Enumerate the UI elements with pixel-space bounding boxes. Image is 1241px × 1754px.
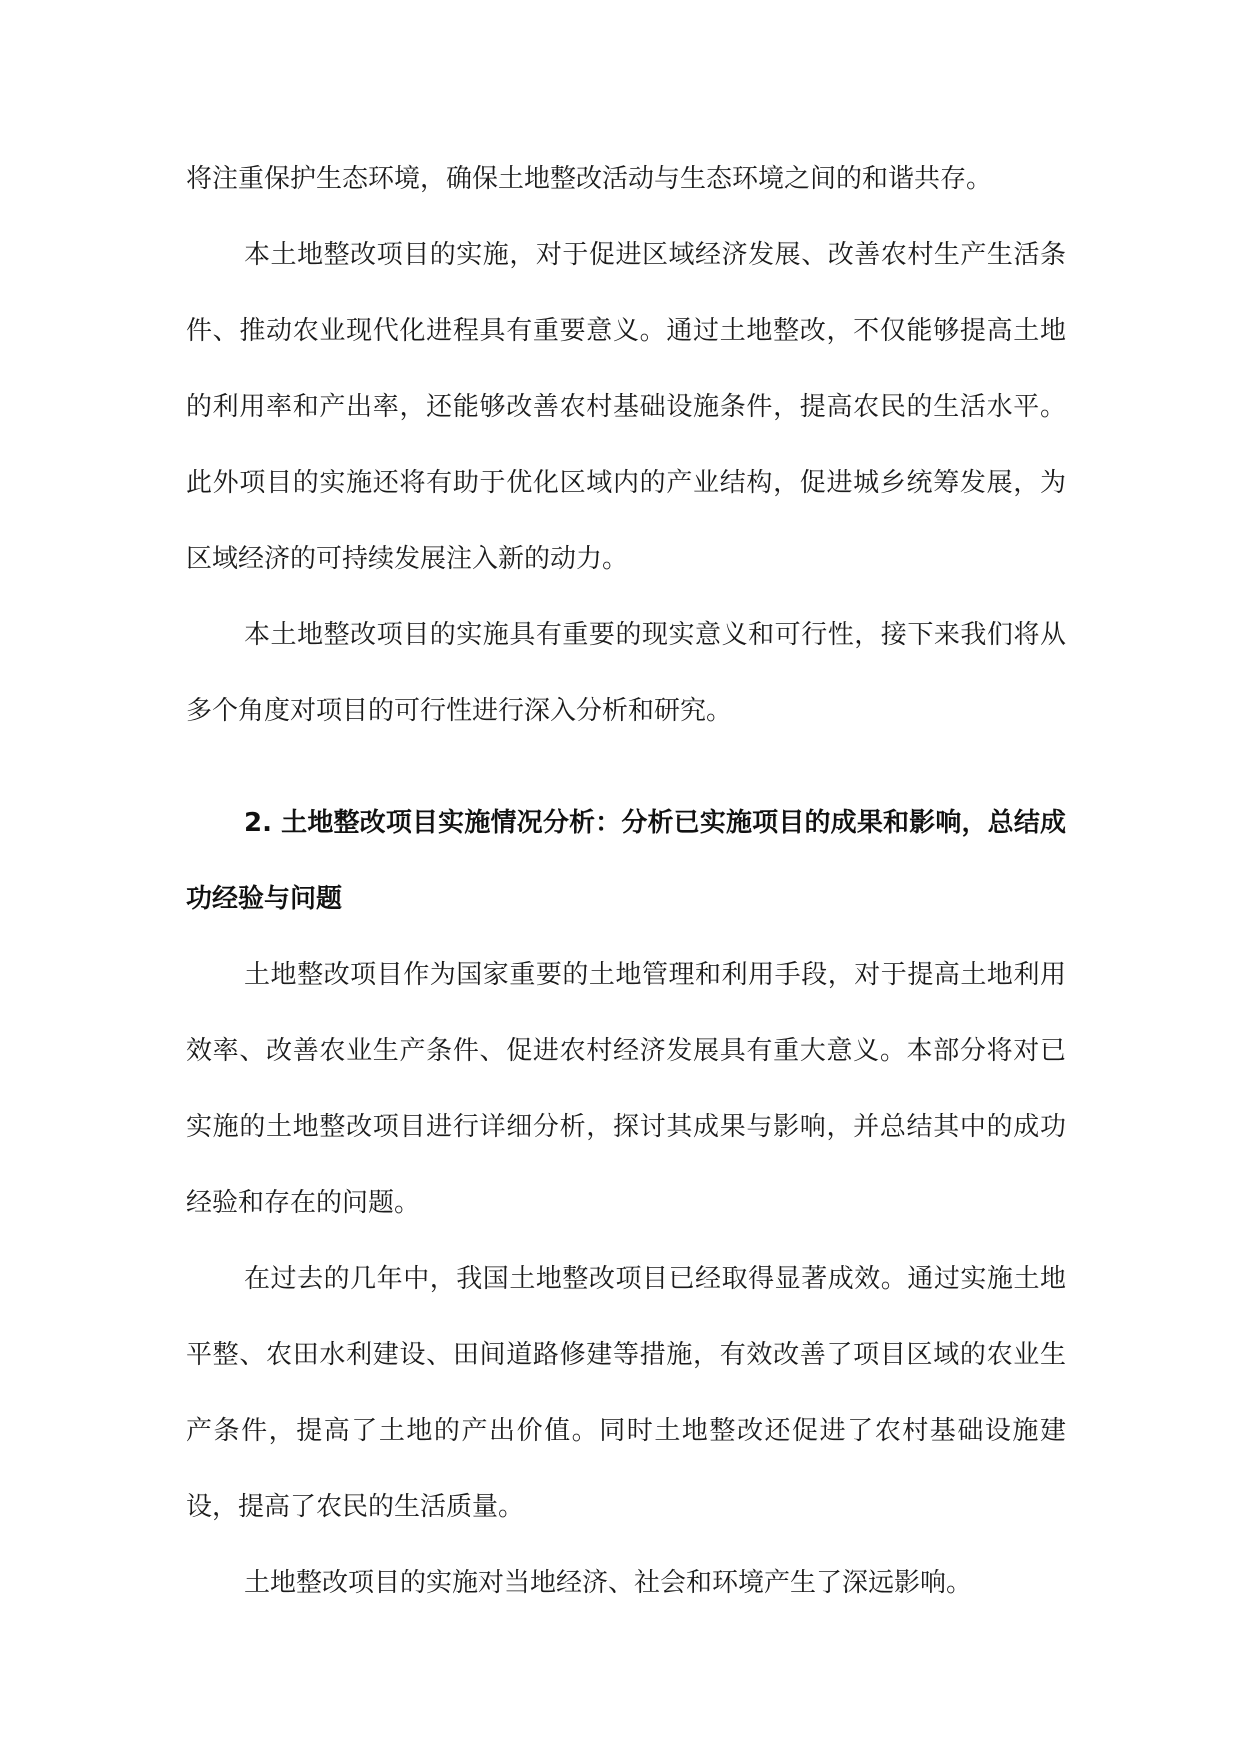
paragraph-section-intro: 土地整改项目作为国家重要的土地管理和利用手段，对于提高土地利用效率、改善农业生产条件、促进农村经济发展具有重大意义。本部分将对已实施的土地整改项目进行详细分析，探讨其成果与影响，并总结其中的成功经验和存在的问题。 — [186, 960, 1066, 1218]
paragraph-achievements: 在过去的几年中，我国土地整改项目已经取得显著成效。通过实施土地平整、农田水利建设、田间道路修建等措施，有效改善了项目区域的农业生产条件，提高了土地的产出价值。同时土地整改还促进了农村基础设施建设，提高了农民的生活质量。 — [186, 1264, 1066, 1522]
paragraph-continuation: 将注重保护生态环境，确保土地整改活动与生态环境之间的和谐共存。 — [186, 164, 993, 194]
paragraph-feasibility-intro: 本土地整改项目的实施具有重要的现实意义和可行性，接下来我们将从多个角度对项目的可行性进行深入分析和研究。 — [186, 620, 1066, 726]
document-body — [186, 141, 1066, 1621]
section-heading: 2. 土地整改项目实施情况分析：分析已实施项目的成果和影响，总结成功经验与问题 — [186, 808, 1066, 914]
paragraph-impact: 土地整改项目的实施对当地经济、社会和环境产生了深远影响。 — [244, 1568, 973, 1598]
paragraph-significance: 本土地整改项目的实施，对于促进区域经济发展、改善农村生产生活条件、推动农业现代化进程具有重要意义。通过土地整改，不仅能够提高土地的利用率和产出率，还能够改善农村基础设施条件，提高农民的生活水平。此外项目的实施还将有助于优化区域内的产业结构，促进城乡统筹发展，为区域经济的可持续发展注入新的动力。 — [186, 240, 1066, 574]
